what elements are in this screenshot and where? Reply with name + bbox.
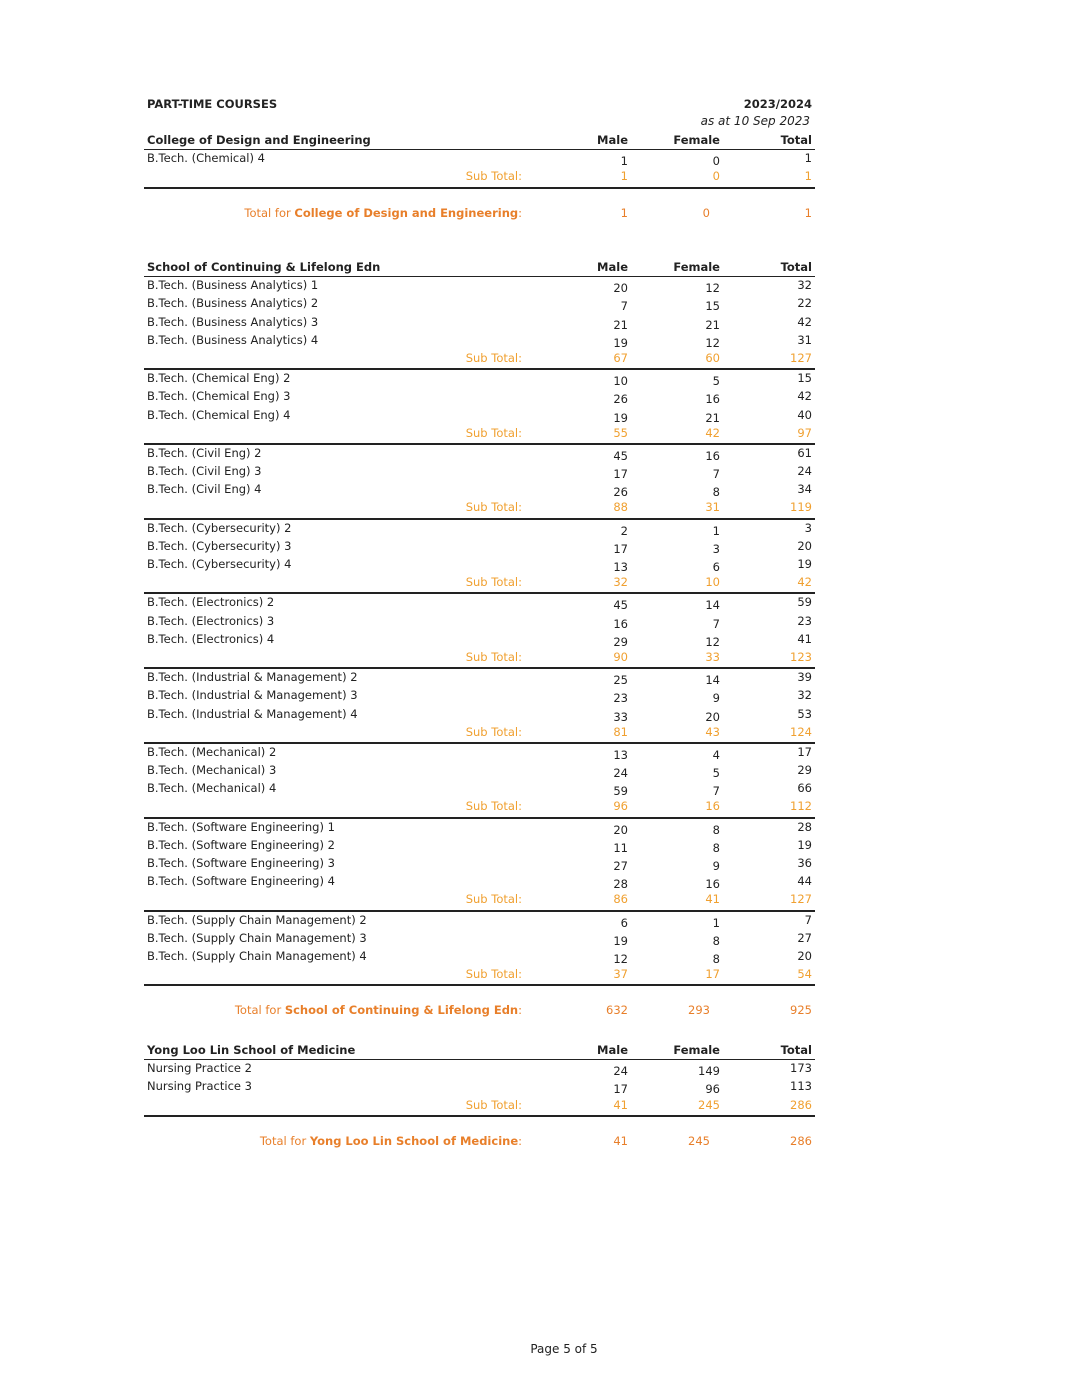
female-count: 0 <box>712 154 720 169</box>
total-count: 22 <box>797 296 812 311</box>
subtotal-total: 286 <box>790 1097 812 1112</box>
table-row <box>144 407 815 425</box>
total-count: 44 <box>797 874 812 889</box>
total-colon: : <box>518 205 522 220</box>
as-at-date: as at 10 Sep 2023 <box>700 114 810 128</box>
subtotal-label: Sub Total: <box>465 967 522 982</box>
section-total-row <box>144 206 815 224</box>
table-row <box>144 762 815 780</box>
total-colon: : <box>518 1133 522 1148</box>
section-name: Yong Loo Lin School of Medicine <box>147 1043 356 1057</box>
subtotal-label: Sub Total: <box>465 425 522 440</box>
subtotal-female: 245 <box>698 1097 720 1112</box>
female-count: 7 <box>712 616 720 631</box>
male-count: 45 <box>613 598 628 613</box>
male-count: 10 <box>613 374 628 389</box>
subtotal-female: 33 <box>705 649 720 664</box>
table-row <box>144 593 815 612</box>
subtotal-female: 31 <box>705 500 720 515</box>
total-count: 3 <box>804 520 812 535</box>
male-count: 13 <box>613 560 628 574</box>
subtotal-female: 60 <box>705 350 720 365</box>
section-total-male: 41 <box>613 1133 628 1148</box>
female-count: 6 <box>712 560 720 574</box>
section-total-total: 1 <box>804 205 812 220</box>
section-total-female: 245 <box>688 1133 710 1148</box>
female-count: 4 <box>712 747 720 762</box>
course-name: B.Tech. (Industrial & Management) 4 <box>147 706 358 721</box>
female-count: 96 <box>705 1082 720 1097</box>
section-design-engineering <box>144 131 815 224</box>
table-row <box>144 837 815 855</box>
total-count: 36 <box>797 856 812 870</box>
table-row <box>144 631 815 649</box>
total-count: 61 <box>797 445 812 460</box>
male-count: 27 <box>613 859 628 873</box>
male-count: 19 <box>613 335 628 350</box>
female-count: 3 <box>712 541 720 556</box>
female-count: 1 <box>712 915 720 930</box>
section-total-label <box>244 206 522 220</box>
total-count: 39 <box>797 670 812 685</box>
subtotal-row <box>144 425 815 444</box>
column-header-female: Female <box>673 260 720 274</box>
subtotal-label: Sub Total: <box>465 799 522 814</box>
female-count: 7 <box>712 784 720 799</box>
female-count: 15 <box>705 299 720 314</box>
subtotal-female: 16 <box>705 799 720 814</box>
section-header <box>144 131 815 150</box>
total-count: 20 <box>797 538 812 553</box>
female-count: 16 <box>705 877 720 892</box>
page-title: PART-TIME COURSES <box>147 97 278 111</box>
subtotal-row <box>144 168 815 188</box>
section-continuing-lifelong <box>144 258 815 1021</box>
course-name: B.Tech. (Electronics) 3 <box>147 613 275 628</box>
male-count: 2 <box>620 523 628 538</box>
male-count: 23 <box>613 691 628 706</box>
table-row <box>144 277 815 295</box>
table-row <box>144 873 815 891</box>
total-count: 24 <box>797 464 812 479</box>
column-header-male: Male <box>597 1043 628 1057</box>
course-name: B.Tech. (Mechanical) 2 <box>147 744 277 759</box>
subtotal-row <box>144 724 815 743</box>
total-count: 32 <box>797 688 812 703</box>
section-total-label <box>235 1003 522 1017</box>
course-name: B.Tech. (Business Analytics) 3 <box>147 314 319 329</box>
academic-year: 2023/2024 <box>743 97 812 111</box>
column-header-female: Female <box>673 1043 720 1057</box>
total-count: 66 <box>797 781 812 796</box>
course-name: B.Tech. (Chemical) 4 <box>147 151 265 166</box>
subtotal-male: 37 <box>613 967 628 982</box>
male-count: 26 <box>613 485 628 500</box>
subtotal-female: 43 <box>705 724 720 739</box>
course-name: B.Tech. (Software Engineering) 1 <box>147 819 335 834</box>
section-total-total: 286 <box>790 1133 812 1148</box>
table-row <box>144 613 815 631</box>
total-count: 34 <box>797 482 812 497</box>
subtotal-male: 32 <box>613 575 628 590</box>
course-name: B.Tech. (Software Engineering) 2 <box>147 837 335 852</box>
male-count: 11 <box>613 840 628 855</box>
course-name: Nursing Practice 2 <box>147 1061 252 1076</box>
female-count: 7 <box>712 467 720 482</box>
course-name: B.Tech. (Supply Chain Management) 4 <box>147 948 367 963</box>
male-count: 24 <box>613 766 628 781</box>
subtotal-male: 96 <box>613 799 628 814</box>
total-count: 19 <box>797 557 812 571</box>
section-total-label <box>260 1134 522 1148</box>
male-count: 21 <box>613 317 628 332</box>
section-total-name: Yong Loo Lin School of Medicine <box>309 1133 519 1148</box>
course-name: B.Tech. (Chemical Eng) 4 <box>147 407 291 422</box>
female-count: 149 <box>698 1064 720 1079</box>
table-row <box>144 855 815 873</box>
section-header <box>144 258 815 277</box>
table-row <box>144 463 815 481</box>
total-for-label: Total for <box>244 205 295 220</box>
female-count: 16 <box>705 392 720 407</box>
table-row <box>144 706 815 724</box>
subtotal-total: 42 <box>797 575 812 590</box>
subtotal-total: 127 <box>790 892 812 907</box>
course-name: B.Tech. (Business Analytics) 2 <box>147 296 319 311</box>
course-name: B.Tech. (Cybersecurity) 4 <box>147 557 292 571</box>
female-count: 14 <box>705 598 720 613</box>
male-count: 16 <box>613 616 628 631</box>
section-total-row <box>144 1003 815 1021</box>
subtotal-row <box>144 499 815 518</box>
female-count: 12 <box>705 335 720 350</box>
table-row <box>144 687 815 705</box>
section-total-row <box>144 1134 815 1152</box>
total-count: 42 <box>797 314 812 329</box>
male-count: 20 <box>613 822 628 837</box>
male-count: 19 <box>613 410 628 425</box>
subtotal-total: 123 <box>790 649 812 664</box>
course-name: B.Tech. (Industrial & Management) 2 <box>147 670 358 685</box>
total-count: 31 <box>797 332 812 347</box>
subtotal-female: 41 <box>705 892 720 907</box>
total-count: 20 <box>797 948 812 963</box>
male-count: 6 <box>620 915 628 930</box>
total-count: 53 <box>797 706 812 721</box>
section-total-male: 1 <box>620 205 628 220</box>
section-medicine <box>144 1041 815 1152</box>
course-name: B.Tech. (Business Analytics) 4 <box>147 332 319 347</box>
course-name: B.Tech. (Electronics) 2 <box>147 595 275 610</box>
column-header-female: Female <box>673 133 720 147</box>
section-total-name: College of Design and Engineering <box>294 205 519 220</box>
table-row <box>144 150 815 168</box>
section-name: College of Design and Engineering <box>147 133 371 147</box>
course-name: B.Tech. (Supply Chain Management) 3 <box>147 930 367 945</box>
female-count: 1 <box>712 523 720 538</box>
subtotal-row <box>144 1097 815 1117</box>
male-count: 12 <box>613 951 628 966</box>
page-number: Page 5 of 5 <box>530 1342 598 1356</box>
table-row <box>144 556 815 574</box>
course-name: B.Tech. (Business Analytics) 1 <box>147 278 319 293</box>
subtotal-row <box>144 798 815 817</box>
table-row <box>144 1060 815 1078</box>
course-name: B.Tech. (Cybersecurity) 2 <box>147 520 292 535</box>
male-count: 13 <box>613 747 628 762</box>
total-count: 32 <box>797 278 812 293</box>
column-header-total: Total <box>780 133 812 147</box>
total-count: 27 <box>797 930 812 945</box>
subtotal-total: 1 <box>804 169 812 184</box>
column-header-total: Total <box>780 260 812 274</box>
column-header-male: Male <box>597 133 628 147</box>
subtotal-row <box>144 966 815 986</box>
total-count: 42 <box>797 389 812 404</box>
male-count: 1 <box>620 154 628 169</box>
subtotal-row <box>144 574 815 593</box>
subtotal-label: Sub Total: <box>465 649 522 664</box>
male-count: 26 <box>613 392 628 407</box>
total-count: 19 <box>797 837 812 852</box>
total-count: 28 <box>797 819 812 834</box>
course-name: B.Tech. (Mechanical) 3 <box>147 763 277 778</box>
female-count: 20 <box>705 709 720 724</box>
female-count: 14 <box>705 673 720 688</box>
course-name: B.Tech. (Mechanical) 4 <box>147 781 277 796</box>
table-row <box>144 388 815 406</box>
course-name: B.Tech. (Civil Eng) 2 <box>147 445 262 460</box>
section-header <box>144 1041 815 1060</box>
female-count: 9 <box>712 691 720 706</box>
subtotal-male: 1 <box>620 169 628 184</box>
table-row <box>144 314 815 332</box>
total-for-label: Total for <box>259 1133 310 1148</box>
table-row <box>144 332 815 350</box>
subtotal-total: 124 <box>790 724 812 739</box>
female-count: 8 <box>712 840 720 855</box>
table-row <box>144 295 815 313</box>
course-name: Nursing Practice 3 <box>147 1079 252 1094</box>
total-count: 113 <box>790 1079 812 1094</box>
table-row <box>144 369 815 388</box>
total-count: 59 <box>797 595 812 610</box>
subtotal-male: 86 <box>613 892 628 907</box>
subtotal-female: 17 <box>705 967 720 982</box>
course-name: B.Tech. (Chemical Eng) 3 <box>147 389 291 404</box>
subtotal-label: Sub Total: <box>465 169 522 184</box>
male-count: 25 <box>613 673 628 688</box>
table-row <box>144 1078 815 1096</box>
course-name: B.Tech. (Supply Chain Management) 2 <box>147 912 367 927</box>
subtotal-total: 119 <box>790 500 812 515</box>
page-header <box>147 95 812 131</box>
subtotal-label: Sub Total: <box>465 1097 522 1112</box>
course-name: B.Tech. (Electronics) 4 <box>147 631 275 646</box>
section-total-female: 293 <box>688 1003 710 1018</box>
total-count: 15 <box>797 371 812 386</box>
column-header-male: Male <box>597 260 628 274</box>
male-count: 17 <box>613 1082 628 1097</box>
total-count: 29 <box>797 763 812 778</box>
table-row <box>144 743 815 762</box>
subtotal-female: 42 <box>705 425 720 440</box>
course-name: B.Tech. (Chemical Eng) 2 <box>147 371 291 386</box>
course-name: B.Tech. (Cybersecurity) 3 <box>147 538 292 553</box>
column-header-total: Total <box>780 1043 812 1057</box>
female-count: 8 <box>712 933 720 948</box>
subtotal-male: 81 <box>613 724 628 739</box>
table-row <box>144 948 815 966</box>
table-row <box>144 668 815 687</box>
subtotal-total: 112 <box>790 799 812 814</box>
male-count: 29 <box>613 634 628 649</box>
female-count: 8 <box>712 485 720 500</box>
section-total-male: 632 <box>606 1003 628 1018</box>
male-count: 17 <box>613 541 628 556</box>
subtotal-label: Sub Total: <box>465 350 522 365</box>
male-count: 19 <box>613 933 628 948</box>
total-count: 1 <box>804 151 812 166</box>
section-name: School of Continuing & Lifelong Edn <box>147 260 381 274</box>
female-count: 12 <box>705 281 720 296</box>
female-count: 8 <box>712 951 720 966</box>
male-count: 17 <box>613 467 628 482</box>
female-count: 8 <box>712 822 720 837</box>
total-for-label: Total for <box>234 1003 285 1018</box>
subtotal-male: 67 <box>613 350 628 365</box>
total-count: 23 <box>797 613 812 628</box>
total-count: 41 <box>797 631 812 646</box>
table-row <box>144 911 815 930</box>
male-count: 7 <box>620 299 628 314</box>
table-row <box>144 818 815 837</box>
subtotal-row <box>144 350 815 369</box>
male-count: 28 <box>613 877 628 892</box>
female-count: 9 <box>712 859 720 873</box>
course-name: B.Tech. (Civil Eng) 3 <box>147 464 262 479</box>
subtotal-row <box>144 649 815 668</box>
female-count: 5 <box>712 374 720 389</box>
subtotal-male: 41 <box>613 1097 628 1112</box>
subtotal-total: 97 <box>797 425 812 440</box>
subtotal-male: 90 <box>613 649 628 664</box>
male-count: 45 <box>613 448 628 463</box>
subtotal-male: 55 <box>613 425 628 440</box>
male-count: 24 <box>613 1064 628 1079</box>
total-count: 173 <box>790 1061 812 1076</box>
course-name: B.Tech. (Software Engineering) 3 <box>147 856 335 870</box>
subtotal-total: 127 <box>790 350 812 365</box>
table-row <box>144 519 815 538</box>
table-row <box>144 481 815 499</box>
female-count: 21 <box>705 410 720 425</box>
subtotal-female: 10 <box>705 575 720 590</box>
male-count: 20 <box>613 281 628 296</box>
course-name: B.Tech. (Industrial & Management) 3 <box>147 688 358 703</box>
female-count: 21 <box>705 317 720 332</box>
subtotal-total: 54 <box>797 967 812 982</box>
subtotal-label: Sub Total: <box>465 724 522 739</box>
course-name: B.Tech. (Civil Eng) 4 <box>147 482 262 497</box>
total-count: 40 <box>797 407 812 422</box>
female-count: 16 <box>705 448 720 463</box>
male-count: 59 <box>613 784 628 799</box>
total-count: 17 <box>797 744 812 759</box>
table-row <box>144 538 815 556</box>
subtotal-male: 88 <box>613 500 628 515</box>
section-total-total: 925 <box>790 1003 812 1018</box>
subtotal-label: Sub Total: <box>465 892 522 907</box>
course-name: B.Tech. (Software Engineering) 4 <box>147 874 335 889</box>
table-row <box>144 780 815 798</box>
table-row <box>144 930 815 948</box>
total-count: 7 <box>804 912 812 927</box>
male-count: 33 <box>613 709 628 724</box>
subtotal-row <box>144 891 815 910</box>
section-total-female: 0 <box>702 205 710 220</box>
female-count: 12 <box>705 634 720 649</box>
section-total-name: School of Continuing & Lifelong Edn <box>284 1003 519 1018</box>
subtotal-label: Sub Total: <box>465 575 522 590</box>
subtotal-label: Sub Total: <box>465 500 522 515</box>
female-count: 5 <box>712 766 720 781</box>
subtotal-female: 0 <box>712 169 720 184</box>
total-colon: : <box>518 1003 522 1018</box>
table-row <box>144 444 815 463</box>
